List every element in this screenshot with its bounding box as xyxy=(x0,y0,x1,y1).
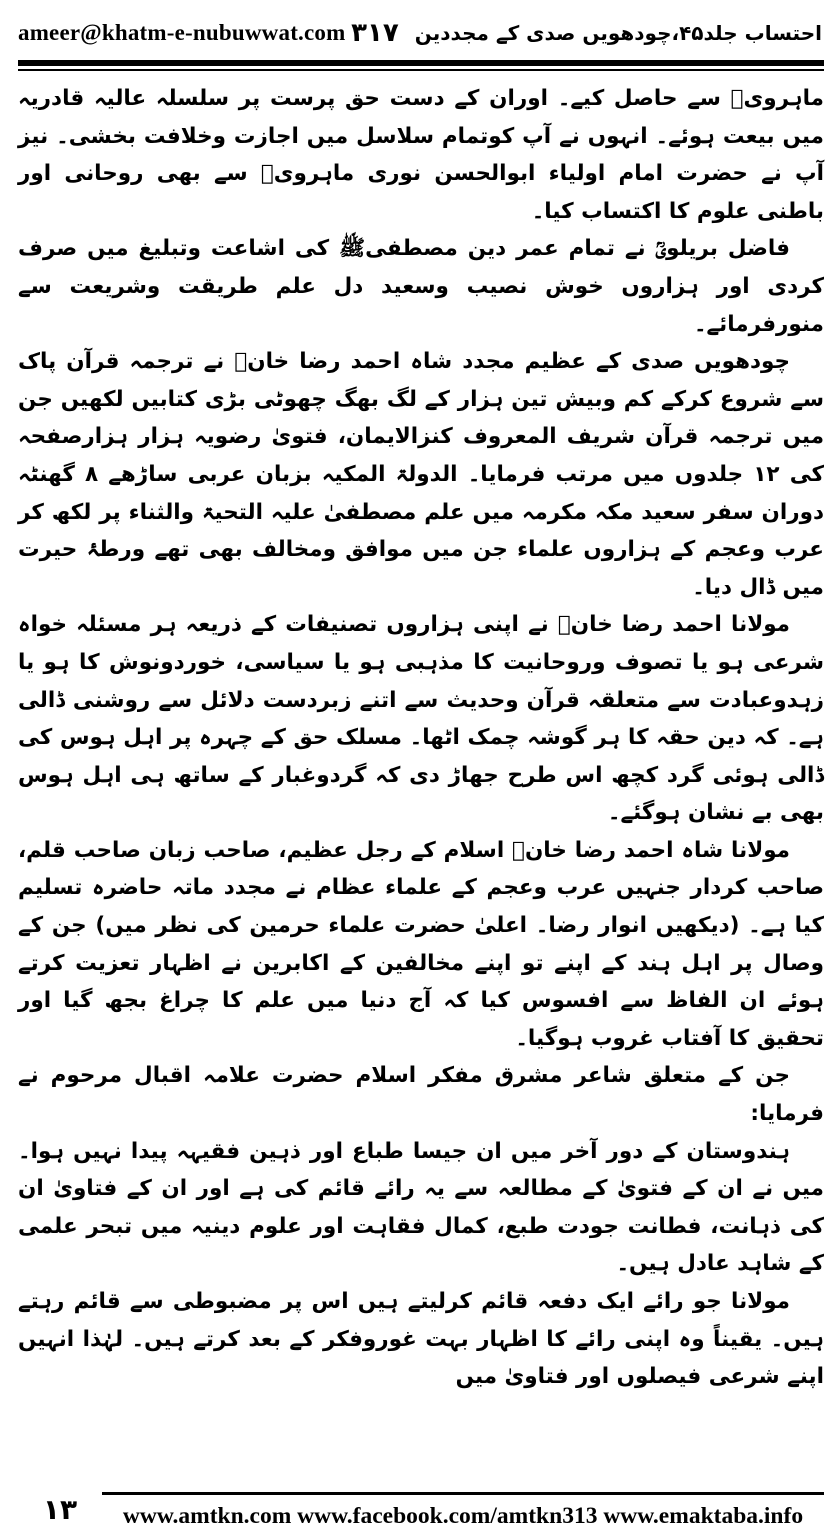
header-title: احتساب جلد۴۵،چودھویں صدی کے مجددین xyxy=(414,21,822,45)
header-right xyxy=(351,18,822,48)
header-page-number: ۳۱۷ xyxy=(351,18,399,48)
header-divider-thin xyxy=(18,69,824,71)
paragraph-5: مولانا شاہ احمد رضا خانؒ اسلام کے رجل عظیم، صاحب زبان صاحب قلم، صاحب کردار جنہیں عرب وعجم کے علماء عظام نے مجدد ماتہ حاضرہ تسلیم کیا ہے۔ (دیکھیں انوار رضا۔ اعلیٰ حضرت علماء حرمین کی نظر میں) جن کے وصال پر اہل ہند کے اپنے تو اپنے مخالفین کے اکابرین نے اظہار تعزیت کرتے ہوئے ان الفاظ سے افسوس کیا کہ آج دنیا میں علم کا چراغ بجھ گیا اور تحقیق کا آفتاب غروب ہوگیا۔ xyxy=(18,837,824,1051)
footer-page-number-box xyxy=(18,1484,102,1534)
footer-links: www.amtkn.com www.facebook.com/amtkn313 www.emaktaba.info xyxy=(122,1502,804,1529)
footer-bar xyxy=(102,1492,824,1537)
header-email: ameer@khatm-e-nubuwwat.com xyxy=(18,20,346,45)
article-body xyxy=(18,80,824,1472)
paragraph-1: ماہرویؒ سے حاصل کیے۔ اوران کے دست حق پرست پر سلسلہ عالیہ قادریہ میں بیعت ہوئے۔ انہوں نے آپ کوتمام سلاسل میں اجازت وخلافت بخشی۔ نیز آپ نے حضرت امام اولیاء ابوالحسن نوری ماہرویؒ سے بھی روحانی اور باطنی علوم کا اکتساب کیا۔ xyxy=(18,86,824,224)
paragraph-2: فاضل بریلویؒ نے تمام عمر دین مصطفیﷺ کی اشاعت وتبلیغ میں صرف کردی اور ہزاروں خوش نصیب وسعید دل علم طریقت وشریعت سے منورفرمائے۔ xyxy=(18,236,824,337)
paragraph-4: مولانا احمد رضا خانؒ نے اپنی ہزاروں تصنیفات کے ذریعہ ہر مسئلہ خواہ شرعی ہو یا تصوف وروحانیت کا مذہبی ہو یا سیاسی، خوردونوش کا ہو یا زہدوعبادت سے متعلقہ قرآن وحدیث سے اتنے زبردست دلائل سے روشنی ڈالی ہے۔ کہ دین حقہ کا ہر گوشہ چمک اٹھا۔ مسلک حق کے چہرہ پر اہل ہوس کی ڈالی ہوئی گرد کچھ اس طرح جھاڑ دی کہ گردوغبار کے ساتھ ہی اہل ہوس بھی بے نشان ہوگئے۔ xyxy=(18,612,824,826)
header-divider-thick xyxy=(18,60,824,66)
paragraph-6: جن کے متعلق شاعر مشرق مفکر اسلام حضرت علامہ اقبال مرحوم نے فرمایا: xyxy=(18,1063,824,1127)
footer-page-number: ۱۳ xyxy=(42,1492,78,1526)
quote-paragraph: ہندوستان کے دور آخر میں ان جیسا طباع اور ذہین فقیہہ پیدا نہیں ہوا۔ میں نے ان کے فتویٰ کے مطالعہ سے یہ رائے قائم کی ہے اور ان کے فتاویٰ ان کی ذہانت، فطانت جودت طبع، کمال فقاہت اور علوم دینیہ میں تبحر علمی کے شاہد عادل ہیں۔ xyxy=(18,1138,824,1277)
paragraph-8: مولانا جو رائے ایک دفعہ قائم کرلیتے ہیں اس پر مضبوطی سے قائم رہتے ہیں۔ یقیناً وہ اپنی رائے کا اظہار بہت غوروفکر کے بعد کرتے ہیں۔ لہٰذا انہیں اپنے شرعی فیصلوں اور فتاویٰ میں xyxy=(18,1289,824,1390)
page-header xyxy=(18,8,822,58)
paragraph-3: چودھویں صدی کے عظیم مجدد شاہ احمد رضا خانؒ نے ترجمہ قرآن پاک سے شروع کرکے کم وبیش تین ہزار کے لگ بھگ چھوٹی بڑی کتابیں لکھیں جن میں ترجمہ قرآن شریف المعروف کنزالایمان، فتویٰ رضویہ ہزار ہزارصفحہ کی ۱۲ جلدوں میں مرتب فرمایا۔ الدولۃ المکیہ بزبان عربی ساڑھے ۸ گھنٹہ دوران سفر سعید مکہ مکرمہ میں علم مصطفیٰ علیہ التحیۃ والثناء پر لکھ کر عرب وعجم کے ہزاروں علماء جن میں موافق ومخالف بھی تھے ورطۂ حیرت میں ڈال دیا۔ xyxy=(18,349,824,600)
